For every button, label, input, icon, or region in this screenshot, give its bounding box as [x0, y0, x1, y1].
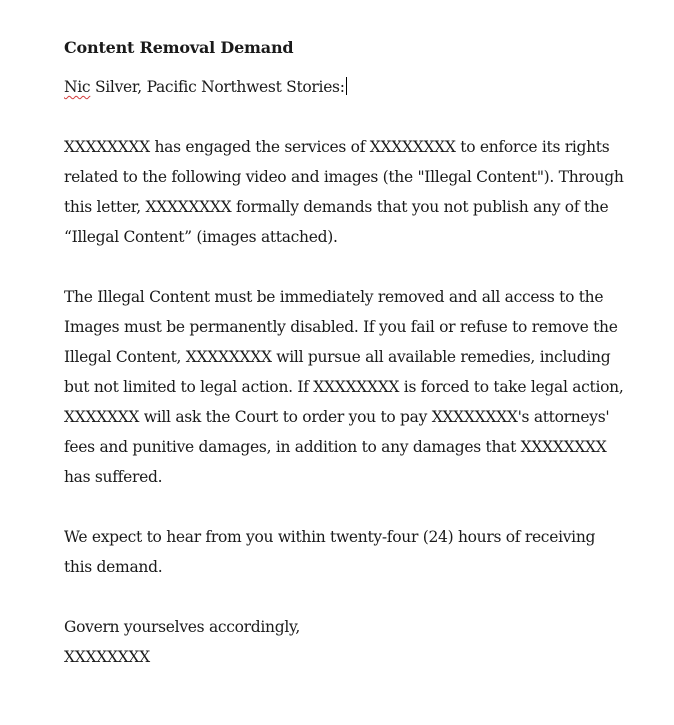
closing-line: Govern yourselves accordingly, — [64, 618, 301, 636]
body-paragraph-3: We expect to hear from you within twenty-four (24) hours of receiving this demand. — [64, 528, 596, 576]
salutation-line — [64, 72, 624, 102]
document-page[interactable] — [64, 36, 624, 672]
salutation-text: Silver, Pacific Northwest Stories: — [90, 78, 345, 96]
signature: XXXXXXXX — [64, 648, 150, 666]
document-title: Content Removal Demand — [64, 38, 294, 57]
body-paragraph-1: XXXXXXXX has engaged the services of XXXXXXXX to enforce its rights related to the following video and images (the "Illegal Content"). Through this letter, XXXXXXXX formally demands that you not publish any of the “Illegal Content” (images attached). — [64, 138, 624, 246]
body-paragraph-2: The Illegal Content must be immediately removed and all access to the Images must be permanently disabled. If you fail or refuse to remove the Illegal Content, XXXXXXXX will pursue all available remedies, including but not limited to legal action. If XXXXXXXX is forced to take legal action, XXXXXXX will ask the Court to order you to pay XXXXXXXX's attorneys' fees and punitive damages, in addition to any damages that XXXXXXXX has suffered. — [64, 288, 624, 486]
text-cursor — [346, 77, 347, 95]
spellcheck-flagged-word: Nic — [64, 78, 91, 96]
